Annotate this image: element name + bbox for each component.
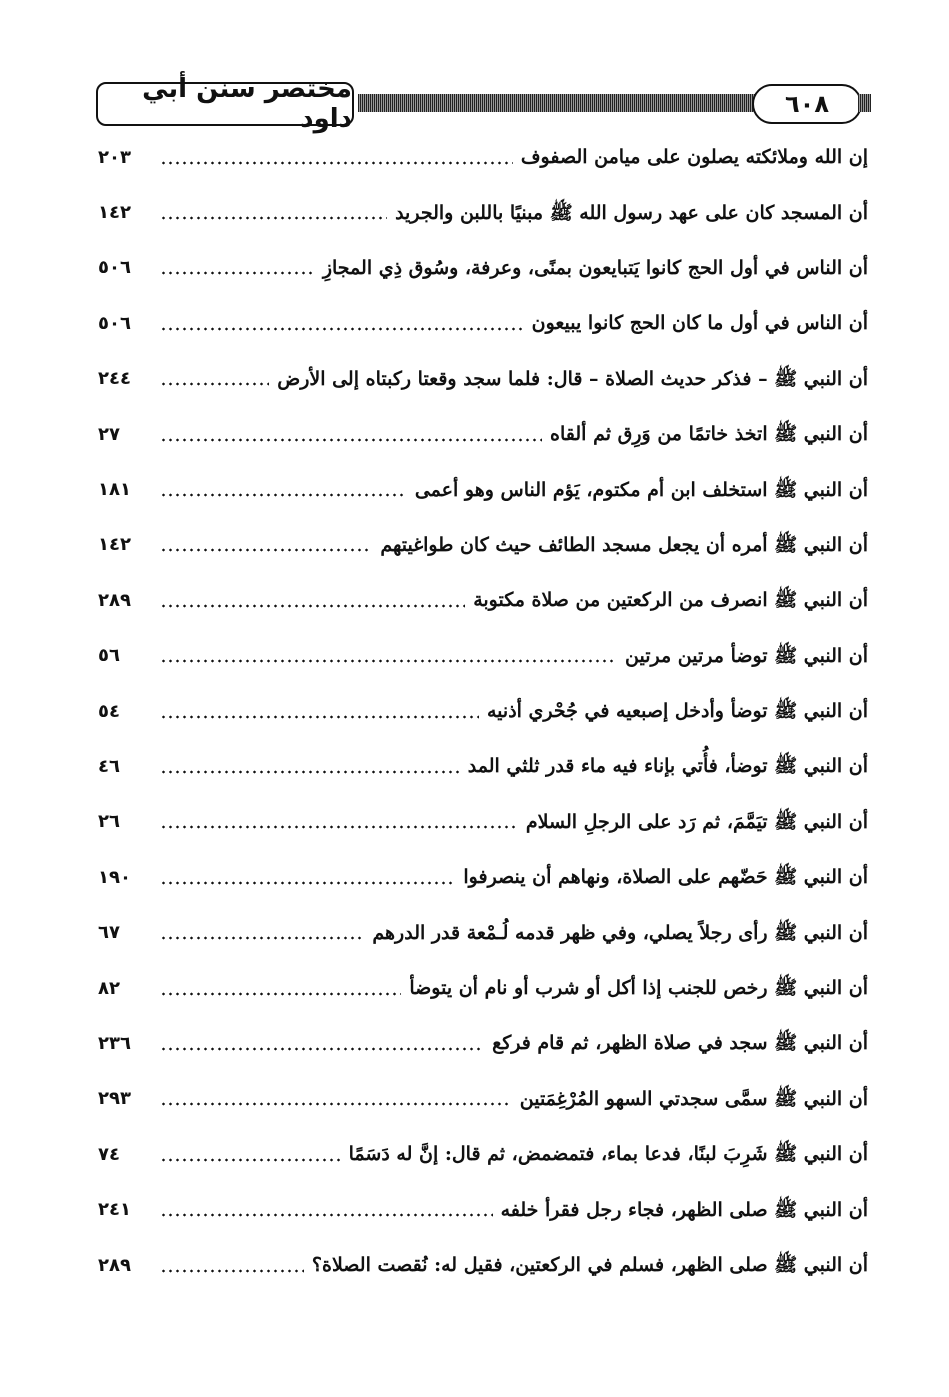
index-entry: [98, 462, 868, 517]
dot-leader: [160, 1102, 512, 1106]
index-entry: [98, 1016, 868, 1071]
index-entry: [98, 961, 868, 1016]
dot-leader: [160, 770, 460, 774]
dot-leader: [160, 1158, 341, 1162]
dot-leader: [160, 548, 372, 552]
entry-page-number: ٢٧: [98, 423, 120, 445]
entry-text: أن النبي ﷺ انصرف من الركعتين من صلاة مكتوبة: [473, 589, 868, 612]
entry-text: أن النبي ﷺ صلى الظهر، فجاء رجل فقرأ خلفه: [500, 1198, 868, 1221]
header-rule: [358, 94, 756, 112]
entry-text: أن النبي ﷺ توضأ مرتين مرتين: [625, 644, 868, 667]
entry-text: أن النبي ﷺ استخلف ابن أم مكتوم، يَؤم الناس وهو أعمى: [414, 478, 868, 501]
dot-leader: [160, 493, 407, 497]
entry-page-number: ٢٨٩: [98, 1254, 131, 1276]
dot-leader: [160, 1213, 493, 1217]
entry-page-number: ٢٠٣: [98, 146, 131, 168]
entry-page-number: ٢٩٣: [98, 1088, 131, 1110]
dot-leader: [160, 438, 542, 442]
index-entry: [98, 407, 868, 462]
entry-page-number: ٢٤٤: [98, 368, 131, 390]
entry-page-number: ٥٠٦: [98, 257, 131, 279]
entry-page-number: ٥٠٦: [98, 312, 131, 334]
index-entry: [98, 1127, 868, 1182]
entry-text: أن النبي ﷺ شَرِبَ لبنًا، فدعا بماء، فتمضمض، ثم قال: إنَّ له دَسَمًا: [348, 1143, 868, 1166]
entry-page-number: ٢٦: [98, 811, 120, 833]
dot-leader: [160, 327, 524, 331]
entry-text: أن النبي ﷺ تيَمَّمَ، ثم رَد على الرجلِ السلام: [525, 810, 868, 833]
book-title-box: [96, 74, 354, 134]
index-entry: [98, 130, 868, 185]
dot-leader: [160, 216, 387, 220]
index-entry: [98, 1182, 868, 1237]
entry-text: أن النبي ﷺ سجد في صلاة الظهر، ثم قام فركع: [492, 1032, 868, 1055]
header-rule-end: [858, 94, 871, 112]
dot-leader: [160, 1047, 484, 1051]
entry-text: أن المسجد كان على عهد رسول الله ﷺ مبنيًا باللبن والجريد: [395, 201, 868, 224]
index-entry: [98, 629, 868, 684]
index-entry: [98, 905, 868, 960]
entry-page-number: ١٨١: [98, 479, 131, 501]
entry-page-number: ٤٦: [98, 755, 120, 777]
dot-leader: [160, 992, 401, 996]
index-entry: [98, 241, 868, 296]
dot-leader: [160, 382, 269, 386]
entry-text: أن الناس في أول الحج كانوا يَتبايعون بمنًى، وعرفة، وسُوق ذِي المجازِ: [322, 256, 868, 279]
entry-text: أن النبي ﷺ صلى الظهر، فسلم في الركعتين، فقيل له: نُقصت الصلاة؟: [311, 1254, 868, 1276]
entry-text: أن النبي ﷺ اتخذ خاتمًا من وَرِق ثم ألقاه: [550, 423, 868, 446]
dot-leader: [160, 881, 455, 885]
page-number-box: [752, 84, 862, 124]
entry-text: أن النبي ﷺ سمَّى سجدتي السهو المُرْغِمَتين: [519, 1087, 868, 1110]
entry-text: أن النبي ﷺ – فذكر حديث الصلاة – قال: فلما سجد وقعتا ركبتاه إلى الأرض: [277, 367, 868, 390]
dot-leader: [160, 604, 465, 608]
entry-text: أن النبي ﷺ أمره أن يجعل مسجد الطائف حيث كان طواغيتهم: [380, 533, 868, 556]
index-entry: [98, 573, 868, 628]
dot-leader: [160, 271, 315, 275]
index-entry: [98, 850, 868, 905]
entry-page-number: ٨٢: [98, 977, 120, 999]
entry-page-number: ٥٦: [98, 645, 120, 667]
index-entry: [98, 739, 868, 794]
dot-leader: [160, 715, 479, 719]
entry-text: أن النبي ﷺ توضأ وأدخل إصبعيه في جُحْري أذنيه: [486, 700, 868, 723]
dot-leader: [160, 659, 617, 663]
entry-text: أن الناس في أول ما كان الحج كانوا يبيعون: [531, 312, 868, 335]
entry-page-number: ١٩٠: [98, 866, 131, 888]
entry-page-number: ١٤٢: [98, 202, 131, 224]
index-entry: [98, 296, 868, 351]
index-entry: [98, 1238, 868, 1293]
entry-text: أن النبي ﷺ حَضّهم على الصلاة، ونهاهم أن ينصرفوا: [463, 866, 868, 889]
entry-page-number: ٧٤: [98, 1143, 120, 1165]
page-header: [96, 74, 871, 134]
dot-leader: [160, 936, 364, 940]
entry-page-number: ١٤٢: [98, 534, 131, 556]
index-entry: [98, 795, 868, 850]
dot-leader: [160, 825, 518, 829]
index-entry: [98, 352, 868, 407]
entry-page-number: ٢٣٦: [98, 1032, 131, 1054]
entry-page-number: ٢٨٩: [98, 589, 131, 611]
dot-leader: [160, 161, 513, 165]
entry-text: أن النبي ﷺ رخص للجنب إذا أكل أو شرب أو نام أن يتوضأ: [409, 977, 868, 1000]
entry-page-number: ٥٤: [98, 700, 120, 722]
entry-text: إن الله وملائكته يصلون على ميامن الصفوف: [520, 146, 868, 169]
index-entry: [98, 1072, 868, 1127]
page-number: ٦٠٨: [785, 90, 829, 118]
entry-text: أن النبي ﷺ توضأ، فأُتي بإناء فيه ماء قدر ثلثي المد: [467, 755, 868, 778]
index-entry: [98, 518, 868, 573]
book-title: مختصر سنن أبي داود: [142, 74, 352, 134]
index-entries: [98, 130, 868, 1293]
entry-page-number: ٦٧: [98, 922, 120, 944]
index-entry: [98, 185, 868, 240]
dot-leader: [160, 1269, 304, 1273]
entry-text: أن النبي ﷺ رأى رجلاً يصلي، وفي ظهر قدمه لُـمْعة قدر الدرهم: [372, 921, 868, 944]
index-entry: [98, 684, 868, 739]
entry-page-number: ٢٤١: [98, 1199, 131, 1221]
